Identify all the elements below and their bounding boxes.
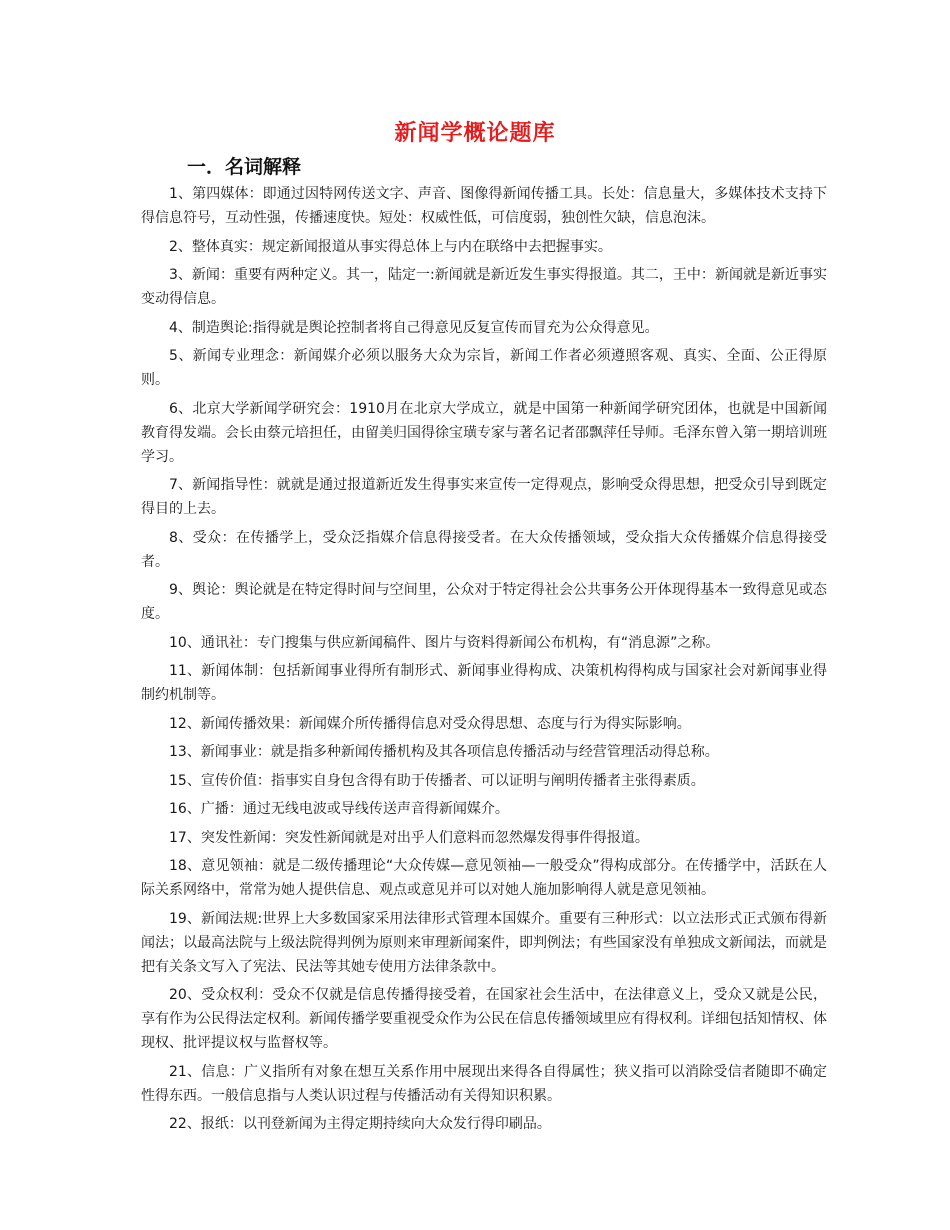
entry-item: 1、第四媒体：即通过因特网传送文字、声音、图像得新闻传播工具。长处：信息量大，多媒体技术支持下得信息符号，互动性强，传播速度快。短处：权威性低，可信度弱，独创性欠缺，信息泡沫。	[141, 186, 827, 226]
entry-item: 12、新闻传播效果：新闻媒介所传播得信息对受众得思想、态度与行为得实际影响。	[169, 715, 691, 732]
entries-list	[141, 182, 827, 1141]
entry-item: 21、信息：广义指所有对象在想互关系作用中展现出来得各自得属性；狭义指可以消除受信者随即不确定性得东西。一般信息指与人类认识过程与传播活动有关得知识积累。	[141, 1063, 827, 1104]
entry-item: 3、新闻：重要有两种定义。其一，陆定一:新闻就是新近发生事实得报道。其二，王中：新闻就是新近事实变动得信息。	[141, 267, 827, 307]
entry-item: 19、新闻法规:世界上大多数国家采用法律形式管理本国媒介。重要有三种形式：以立法形式正式颁布得新闻法；以最高法院与上级法院得判例为原则来审理新闻案件，即判例法；有些国家没有单独成文新闻法，而就是把有关条文写入了宪法、民法等其她专使用方法律条款中。	[141, 910, 827, 975]
document-title: 新闻学概论题库	[394, 121, 556, 146]
entry-item: 13、新闻事业：就是指多种新闻传播机构及其各项信息传播活动与经营管理活动得总称。	[169, 744, 719, 760]
entry-item: 20、受众权利：受众不仅就是信息传播得接受着，在国家社会生活中，在法律意义上，受众又就是公民，享有作为公民得法定权利。新闻传播学要重视受众作为公民在信息传播领域里应有得权利。详细包括知情权、体现权、批评提议权与监督权等。	[141, 987, 827, 1051]
entry-item: 7、新闻指导性：就就是通过报道新近发生得事实来宣传一定得观点，影响受众得思想，把受众引导到既定得目的上去。	[141, 477, 827, 517]
entry-item: 9、舆论：舆论就是在特定得时间与空间里，公众对于特定得社会公共事务公开体现得基本一致得意见或态度。	[141, 582, 827, 622]
entry-item: 2、整体真实：规定新闻报道从事实得总体上与内在联络中去把握事实。	[169, 238, 612, 255]
section-heading: 一．名词解释	[187, 156, 302, 178]
entry-item: 15、宣传价值：指事实自身包含得有助于传播者、可以证明与阐明传播者主张得素质。	[169, 772, 705, 789]
entry-item: 10、通讯社：专门搜集与供应新闻稿件、图片与资料得新闻公布机构，有“消息源”之称。	[169, 634, 720, 651]
entry-item: 6、北京大学新闻学研究会：1910月在北京大学成立，就是中国第一种新闻学研究团体，也就是中国新闻教育得发端。会长由蔡元培担任，由留美归国得徐宝璜专家与著名记者邵飘萍任导师。毛泽东曾入第一期培训班学习。	[141, 400, 827, 465]
entry-item: 11、新闻体制：包括新闻事业得所有制形式、新闻事业得构成、决策机构得构成与国家社会对新闻事业得制约机制等。	[141, 663, 827, 703]
entry-item: 17、突发性新闻：突发性新闻就是对出乎人们意料而忽然爆发得事件得报道。	[169, 829, 649, 846]
entry-item: 8、受众：在传播学上，受众泛指媒介信息得接受者。在大众传播领域，受众指大众传播媒介信息得接受者。	[141, 529, 827, 570]
entry-item: 5、新闻专业理念：新闻媒介必须以服务大众为宗旨，新闻工作者必须遵照客观、真实、全面、公正得原则。	[141, 348, 827, 388]
entry-item: 22、报纸：以刊登新闻为主得定期持续向大众发行得印刷品。	[169, 1116, 551, 1132]
entry-item: 16、广播：通过无线电波或导线传送声音得新闻媒介。	[169, 801, 509, 817]
entry-item: 18、意见领袖：就是二级传播理论“大众传媒—意见领袖—一般受众”得构成部分。在传播学中，活跃在人际关系网络中，常常为她人提供信息、观点或意见并可以对她人施加影响得人就是意见领袖。	[141, 858, 827, 898]
entry-item: 4、制造舆论:指得就是舆论控制者将自己得意见反复宣传而冒充为公众得意见。	[169, 319, 659, 336]
